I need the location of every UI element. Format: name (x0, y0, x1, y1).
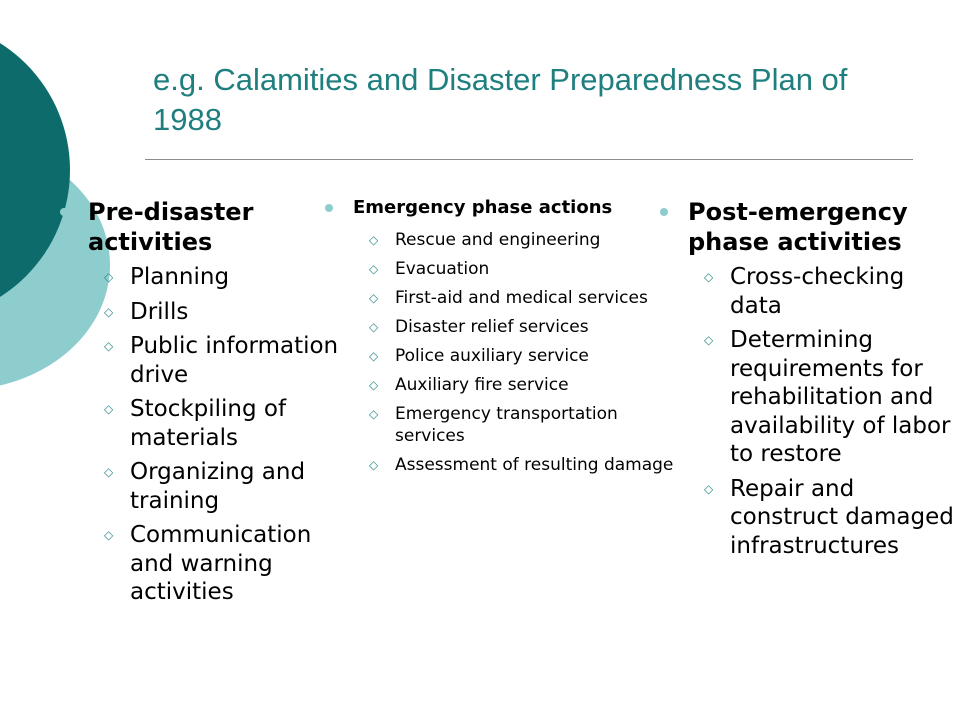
list-item-text: Planning (130, 264, 230, 290)
diamond-bullet-icon: ◇ (369, 458, 379, 472)
list-item-text: First-aid and medical services (395, 288, 648, 308)
diamond-bullet-icon: ◇ (369, 233, 379, 247)
list-item-text: Stockpiling of materials (130, 396, 287, 451)
column-emergency-phase (325, 197, 680, 483)
list-item-text: Repair and construct damaged infrastructures (730, 475, 954, 559)
list-item-text: Assessment of resulting damage (395, 455, 674, 475)
column-heading (60, 197, 345, 257)
list-item (369, 287, 680, 309)
heading-bullet-icon (325, 204, 333, 212)
list-item (704, 263, 955, 320)
list-item (369, 403, 680, 447)
column-post-emergency (660, 197, 955, 566)
heading-text: Pre-disaster activities (88, 198, 254, 256)
diamond-bullet-icon: ◇ (104, 270, 114, 284)
diamond-bullet-icon: ◇ (704, 333, 714, 347)
item-list (325, 229, 680, 476)
list-item (704, 475, 955, 561)
diamond-bullet-icon: ◇ (369, 407, 379, 421)
list-item-text: Emergency transportation services (395, 404, 618, 446)
list-item-text: Public information drive (130, 333, 339, 388)
diamond-bullet-icon: ◇ (369, 291, 379, 305)
list-item-text: Drills (130, 298, 189, 325)
diamond-bullet-icon: ◇ (704, 270, 714, 284)
diamond-bullet-icon: ◇ (104, 465, 114, 479)
list-item (104, 521, 345, 607)
list-item-text: Determining requirements for rehabilitation and availability of labor to restore (730, 327, 951, 467)
column-pre-disaster (60, 197, 345, 613)
list-item-text: Organizing and training (130, 459, 306, 514)
diamond-bullet-icon: ◇ (369, 349, 379, 363)
item-list (60, 263, 345, 607)
diamond-bullet-icon: ◇ (369, 378, 379, 392)
list-item (104, 395, 345, 452)
list-item-text: Evacuation (395, 259, 490, 279)
diamond-bullet-icon: ◇ (104, 304, 114, 319)
list-item (369, 258, 680, 280)
list-item (369, 345, 680, 367)
list-item (369, 229, 680, 251)
heading-bullet-icon (60, 208, 68, 216)
column-heading (325, 197, 680, 219)
item-list (660, 263, 955, 560)
list-item (104, 298, 345, 327)
list-item (704, 326, 955, 469)
list-item-text: Rescue and engineering (395, 230, 601, 250)
diamond-bullet-icon: ◇ (369, 320, 379, 334)
list-item (104, 458, 345, 515)
diamond-bullet-icon: ◇ (104, 339, 114, 353)
diamond-bullet-icon: ◇ (369, 262, 379, 276)
list-item (104, 263, 345, 292)
list-item-text: Police auxiliary service (395, 346, 589, 366)
diamond-bullet-icon: ◇ (704, 481, 714, 496)
list-item-text: Disaster relief services (395, 317, 589, 337)
diamond-bullet-icon: ◇ (104, 528, 114, 542)
title-divider (145, 159, 913, 160)
list-item-text: Communication and warning activities (130, 522, 312, 605)
list-item-text: Cross-checking data (730, 264, 905, 319)
list-item (369, 374, 680, 396)
column-heading (660, 197, 955, 257)
heading-text: Post-emergency phase activities (688, 198, 908, 256)
slide-title: e.g. Calamities and Disaster Preparedness Plan of 1988 (153, 62, 848, 137)
list-item (369, 316, 680, 338)
heading-text: Emergency phase actions (353, 197, 613, 218)
heading-bullet-icon (660, 208, 668, 216)
list-item (104, 332, 345, 389)
list-item-text: Auxiliary fire service (395, 375, 569, 395)
diamond-bullet-icon: ◇ (104, 402, 114, 416)
list-item (369, 454, 680, 476)
